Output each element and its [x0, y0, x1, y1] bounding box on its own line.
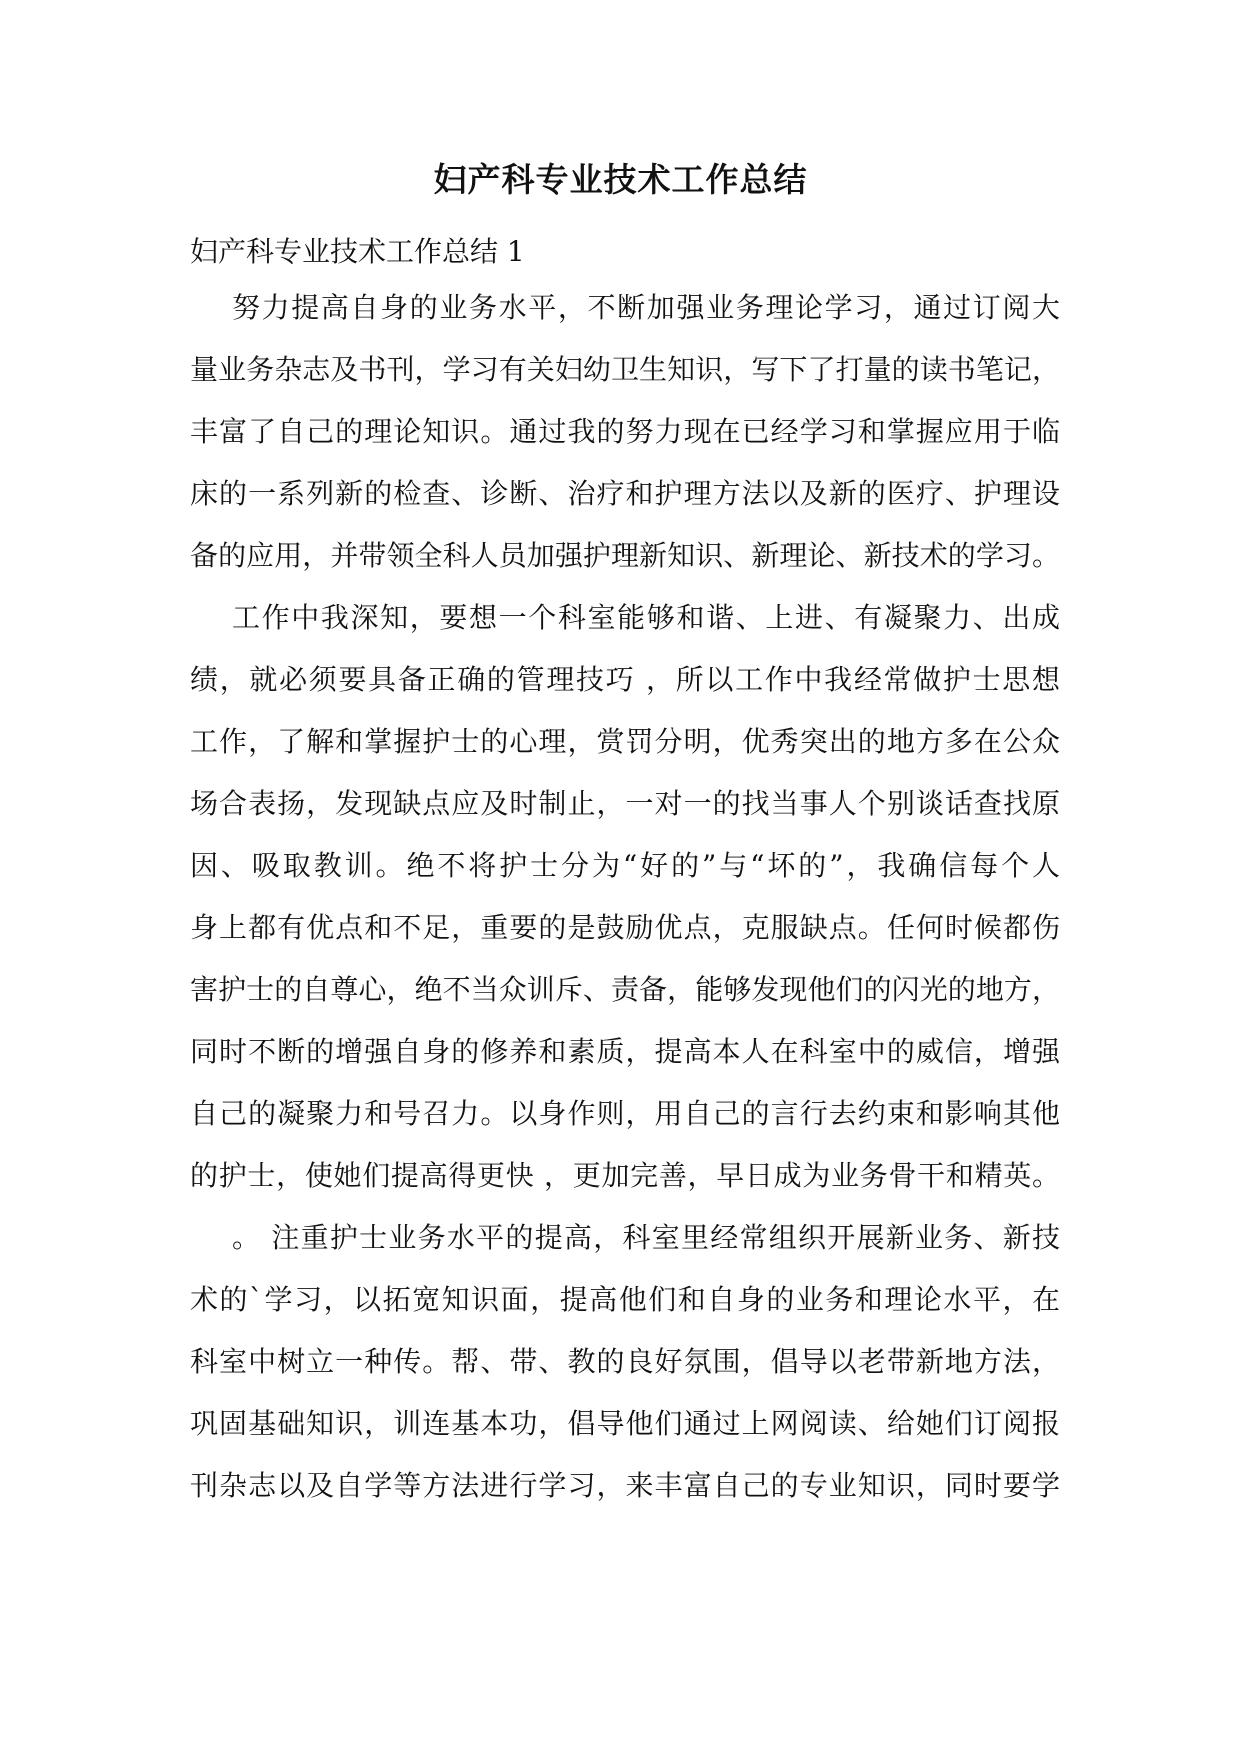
text-line: 床的一系列新的检查、诊断、治疗和护理方法以及新的医疗、护理设	[190, 477, 1060, 510]
text-line: 丰富了自己的理论知识。通过我的努力现在已经学习和掌握应用于临	[190, 415, 1060, 448]
text-line: 的护士，使她们提高得更快 ，更加完善，早日成为业务骨干和精英。	[190, 1159, 1060, 1192]
document-title: 妇产科专业技术工作总结	[433, 160, 808, 199]
text-line: 同时不断的增强自身的修养和素质，提高本人在科室中的威信，增强	[190, 1035, 1060, 1068]
text-line: 害护士的自尊心，绝不当众训斥、责备，能够发现他们的闪光的地方，	[190, 973, 1060, 1006]
text-line: 身上都有优点和不足，重要的是鼓励优点，克服缺点。任何时候都伤	[190, 911, 1060, 944]
text-line: 巩固基础知识，训连基本功，倡导他们通过上网阅读、给她们订阅报	[190, 1407, 1060, 1440]
text-line: 。 注重护士业务水平的提高，科室里经常组织开展新业务、新技	[232, 1221, 1060, 1254]
text-line: 自己的凝聚力和号召力。以身作则，用自己的言行去约束和影响其他	[190, 1097, 1060, 1130]
text-line: 刊杂志以及自学等方法进行学习，来丰富自己的专业知识，同时要学	[190, 1469, 1060, 1502]
text-line: 科室中树立一种传。帮、带、教的良好氛围，倡导以老带新地方法，	[190, 1345, 1060, 1378]
text-line: 绩，就必须要具备正确的管理技巧 ，所以工作中我经常做护士思想	[190, 663, 1060, 696]
text-line: 场合表扬，发现缺点应及时制止，一对一的找当事人个别谈话查找原	[190, 787, 1060, 820]
text-line: 备的应用，并带领全科人员加强护理新知识、新理论、新技术的学习。	[190, 539, 1060, 572]
text-line: 工作中我深知，要想一个科室能够和谐、上进、有凝聚力、出成	[232, 601, 1060, 634]
section-heading: 妇产科专业技术工作总结 1	[190, 235, 525, 268]
text-line: 因、吸取教训。绝不将护士分为“好的”与“坏的”，我确信每个人	[190, 849, 1060, 882]
text-line: 术的`学习，以拓宽知识面，提高他们和自身的业务和理论水平，在	[190, 1283, 1060, 1316]
text-line: 工作，了解和掌握护士的心理，赏罚分明，优秀突出的地方多在公众	[190, 725, 1060, 758]
text-line: 量业务杂志及书刊，学习有关妇幼卫生知识，写下了打量的读书笔记，	[190, 353, 1060, 386]
text-line: 努力提高自身的业务水平，不断加强业务理论学习，通过订阅大	[232, 291, 1060, 324]
